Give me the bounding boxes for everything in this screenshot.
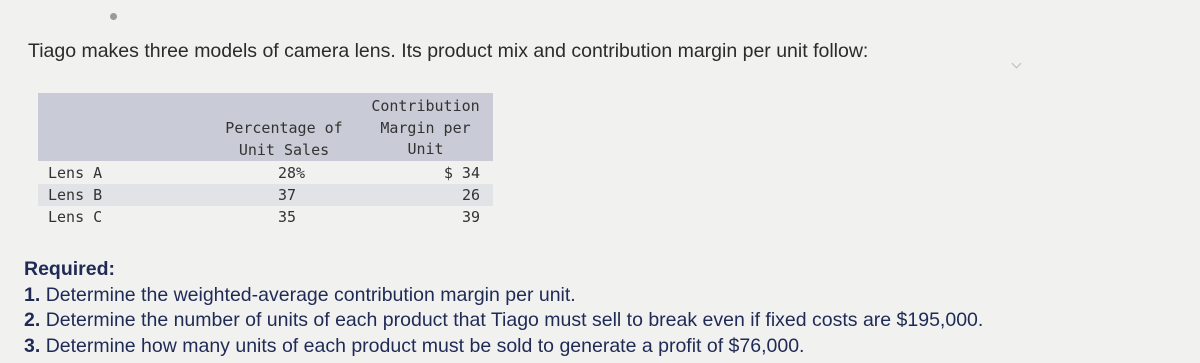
table-row [38, 162, 493, 184]
item-number: 2. [24, 309, 41, 331]
row-percentage: 35 [278, 208, 297, 226]
required-heading: Required: [24, 258, 116, 280]
table-header [38, 93, 493, 161]
required-item [24, 334, 983, 360]
header-percentage-of-unit-sales: Percentage of Unit Sales [225, 119, 343, 159]
required-item [24, 283, 983, 309]
product-mix-table [38, 93, 498, 233]
header-contribution-margin-per-unit: Contribution Margin per Unit [371, 97, 480, 158]
table-row [38, 184, 493, 206]
row-contribution-margin: 26 [461, 186, 480, 204]
row-label: Lens C [48, 208, 103, 226]
table-row [38, 206, 493, 228]
required-item [24, 308, 983, 334]
required-section [24, 257, 983, 359]
decorative-dot [110, 13, 117, 20]
row-percentage: 37 [278, 186, 297, 204]
text-cursor-icon [1012, 59, 1022, 69]
row-label: Lens B [48, 186, 103, 204]
row-contribution-margin: $ 34 [443, 164, 480, 182]
item-text: Determine how many units of each product must be sold to generate a profit of $76,000. [45, 334, 805, 357]
row-contribution-margin: 39 [461, 208, 480, 226]
row-label: Lens A [48, 164, 103, 182]
item-number: 1. [24, 283, 41, 306]
item-text: Determine the number of units of each product that Tiago must sell to break even if fixed costs are $195,000. [45, 309, 984, 331]
item-text: Determine the weighted-average contribution margin per unit. [45, 283, 576, 306]
row-percentage: 28% [278, 164, 306, 182]
item-number: 3. [24, 334, 41, 357]
intro-text: Tiago makes three models of camera lens. Its product mix and contribution margin per unit follow: [28, 40, 869, 62]
